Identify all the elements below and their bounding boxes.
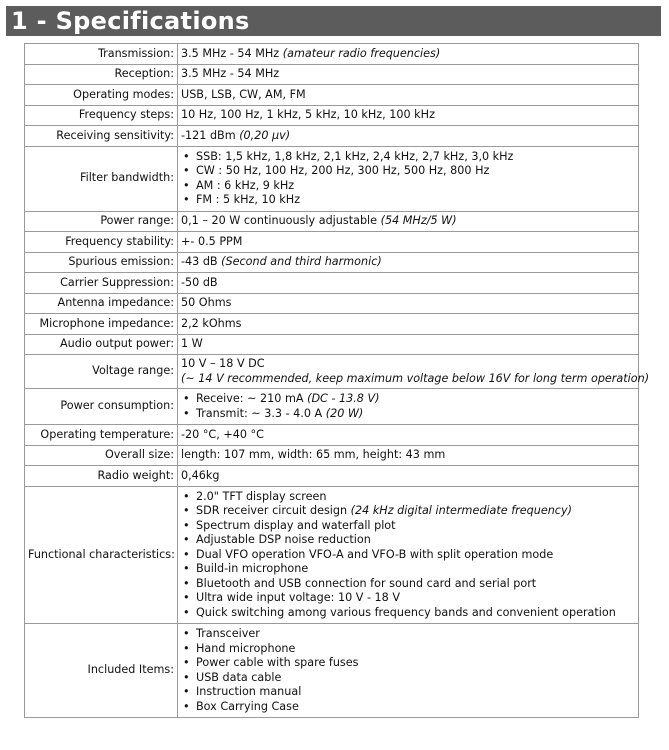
spec-row-frequency-stability (25, 232, 639, 253)
spec-row-functional-characteristics (25, 486, 639, 624)
list-item-text: Receive: ~ 210 mA (196, 392, 304, 405)
list-item-text: Ultra wide input voltage: 10 V - 18 V (196, 591, 400, 604)
spec-label: Power consumption: (25, 389, 178, 425)
filter-bandwidth-list (181, 147, 635, 211)
spec-row-voltage-range (25, 355, 639, 389)
spec-value: USB, LSB, CW, AM, FM (178, 85, 639, 106)
spec-value-text: -121 dBm (181, 128, 236, 142)
spec-label: Voltage range: (25, 355, 178, 389)
spec-value-note: (~ 14 V recommended, keep maximum voltage below 16V for long term operation) (181, 371, 650, 385)
list-item: • Instruction manual (195, 685, 635, 700)
spec-row-carrier-suppression (25, 273, 639, 294)
spec-value-note: (54 MHz/5 W) (380, 214, 457, 227)
list-item-note: (24 kHz digital intermediate frequency) (350, 504, 572, 517)
list-item (195, 577, 635, 592)
spec-value: 3.5 MHz - 54 MHz (178, 64, 639, 85)
spec-row-audio-output-power (25, 334, 639, 355)
spec-value: length: 107 mm, width: 65 mm, height: 43 mm (178, 445, 639, 466)
spec-row-spurious-emission (25, 252, 639, 273)
list-item: • Power cable with spare fuses (195, 656, 635, 671)
list-item-text: Adjustable DSP noise reduction (196, 533, 371, 546)
list-item (195, 490, 635, 505)
spec-label: Power range: (25, 211, 178, 232)
spec-label: Transmission: (25, 44, 178, 65)
spec-label: Carrier Suppression: (25, 273, 178, 294)
spec-label: Spurious emission: (25, 252, 178, 273)
spec-row-antenna-impedance (25, 293, 639, 314)
list-item-text: Spectrum display and waterfall plot (196, 518, 396, 532)
spec-value: 2,2 kOhms (178, 314, 639, 335)
list-item (195, 562, 635, 577)
list-item (195, 548, 635, 563)
spec-value (178, 252, 639, 273)
list-item-text: 2.0" TFT display screen (196, 489, 327, 503)
spec-value (178, 211, 639, 232)
spec-row-radio-weight (25, 466, 639, 487)
list-item (195, 591, 635, 606)
spec-value-text: -43 dB (181, 255, 218, 268)
spec-label: Functional characteristics: (25, 486, 178, 624)
list-item: • Box Carrying Case (195, 700, 635, 715)
spec-label: Frequency stability: (25, 232, 178, 253)
spec-label: Filter bandwidth: (25, 146, 178, 211)
spec-value: 50 Ohms (178, 293, 639, 314)
list-item (195, 533, 635, 548)
functional-characteristics-list (181, 487, 635, 624)
list-item: • SSB: 1,5 kHz, 1,8 kHz, 2,1 kHz, 2,4 kHz, 2,7 kHz, 3,0 kHz (195, 150, 635, 165)
specifications-table (24, 43, 650, 718)
list-item: • Hand microphone (195, 642, 635, 657)
spec-value (178, 146, 639, 211)
spec-label: Included Items: (25, 624, 178, 718)
list-item: • Transceiver (195, 627, 635, 642)
spec-value-text: 0,1 – 20 W continuously adjustable (181, 214, 378, 227)
list-item (195, 407, 635, 422)
spec-value (178, 486, 639, 624)
section-title: 1 - Specifications (6, 6, 661, 36)
spec-label: Frequency steps: (25, 105, 178, 126)
spec-row-power-consumption (25, 389, 639, 425)
spec-label: Microphone impedance: (25, 314, 178, 335)
spec-value-note: (0,20 µv) (239, 128, 291, 142)
spec-label: Radio weight: (25, 466, 178, 487)
spec-value (178, 389, 639, 425)
spec-value-text: 10 V – 18 V DC (181, 357, 265, 370)
list-item (195, 504, 635, 519)
list-item-note: (20 W) (325, 406, 364, 420)
list-item-note: (DC - 13.8 V) (307, 392, 380, 405)
spec-label: Operating modes: (25, 85, 178, 106)
power-consumption-list (181, 389, 635, 424)
spec-value: 0,46kg (178, 466, 639, 487)
spec-row-operating-temperature (25, 425, 639, 446)
spec-label: Antenna impedance: (25, 293, 178, 314)
spec-label: Overall size: (25, 445, 178, 466)
spec-value (178, 355, 650, 389)
list-item (195, 606, 635, 621)
spec-row-reception (25, 64, 639, 85)
spec-value: -20 °C, +40 °C (178, 425, 639, 446)
list-item: • CW : 50 Hz, 100 Hz, 200 Hz, 300 Hz, 500 Hz, 800 Hz (195, 164, 635, 179)
list-item-text: SDR receiver circuit design (196, 504, 348, 517)
spec-value-note: (Second and third harmonic) (221, 255, 382, 268)
spec-row-frequency-steps (25, 105, 639, 126)
spec-row-included-items (25, 624, 639, 718)
spec-value: 1 W (178, 334, 639, 355)
spec-value: +- 0.5 PPM (178, 232, 639, 253)
list-item-text: Bluetooth and USB connection for sound card and serial port (196, 576, 537, 590)
list-item-text: Quick switching among various frequency bands and convenient operation (196, 605, 616, 619)
spec-row-overall-size (25, 445, 639, 466)
spec-row-microphone-impedance (25, 314, 639, 335)
list-item (195, 392, 635, 407)
list-item-text: Dual VFO operation VFO-A and VFO-B with split operation mode (196, 547, 554, 561)
spec-value-text: 3.5 MHz - 54 MHz (181, 46, 280, 60)
spec-value (178, 44, 639, 65)
spec-row-filter-bandwidth (25, 146, 639, 211)
spec-row-receiving-sensitivity (25, 126, 639, 147)
spec-label: Reception: (25, 64, 178, 85)
included-items-list (181, 624, 635, 717)
spec-value-note: (amateur radio frequencies) (282, 46, 441, 60)
list-item: • AM : 6 kHz, 9 kHz (195, 179, 635, 194)
list-item (195, 519, 635, 534)
list-item: • USB data cable (195, 671, 635, 686)
list-item-text: Transmit: ~ 3.3 - 4.0 A (196, 406, 323, 420)
spec-value (178, 126, 639, 147)
spec-row-transmission (25, 44, 639, 65)
spec-row-operating-modes (25, 85, 639, 106)
list-item-text: Build-in microphone (196, 562, 309, 575)
spec-row-power-range (25, 211, 639, 232)
spec-label: Receiving sensitivity: (25, 126, 178, 147)
list-item: • FM : 5 kHz, 10 kHz (195, 193, 635, 208)
spec-value: 10 Hz, 100 Hz, 1 kHz, 5 kHz, 10 kHz, 100 kHz (178, 105, 639, 126)
spec-label: Operating temperature: (25, 425, 178, 446)
spec-value (178, 624, 639, 718)
spec-label: Audio output power: (25, 334, 178, 355)
spec-value: -50 dB (178, 273, 639, 294)
